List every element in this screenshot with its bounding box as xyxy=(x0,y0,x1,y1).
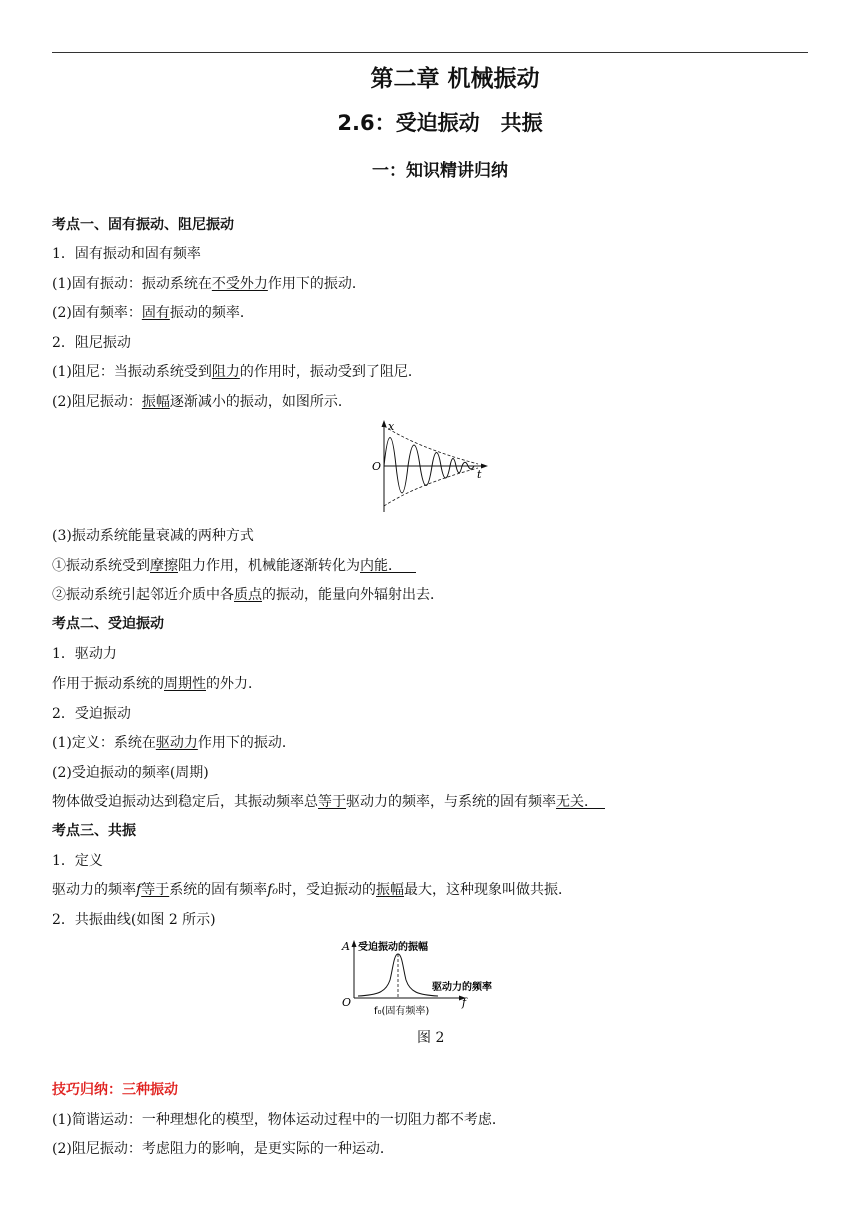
chapter-title: 第二章 机械振动 xyxy=(370,66,540,92)
tips-heading: 技巧归纳：三种振动 xyxy=(52,1082,178,1098)
topic2-item1: 1．驱动力 xyxy=(52,646,117,662)
tips-item1: (1)简谐运动：一种理想化的模型，物体运动过程中的一切阻力都不考虑． xyxy=(52,1112,506,1128)
resonance-curve-figure xyxy=(338,936,522,1020)
topic1-item2: 2．阻尼振动 xyxy=(52,335,131,351)
fig2-x-title: 驱动力的频率 xyxy=(432,982,492,993)
topic1-item1: 1．固有振动和固有频率 xyxy=(52,246,201,262)
top-rule xyxy=(52,52,808,53)
topic2-item2: 2．受迫振动 xyxy=(52,706,131,722)
topic1-item1-2: (2)固有频率：固有振动的频率． xyxy=(52,305,254,321)
topic2-item2-2: (2)受迫振动的频率(周期) xyxy=(52,765,209,781)
topic1-heading: 考点一、固有振动、阻尼振动 xyxy=(52,217,234,233)
topic2-item2-1: (1)定义：系统在驱动力作用下的振动． xyxy=(52,735,296,751)
fig2-x-label: f xyxy=(462,996,467,1009)
topic3-item1: 1．定义 xyxy=(52,853,103,869)
topic2-heading: 考点二、受迫振动 xyxy=(52,616,164,632)
topic3-item1-text: 驱动力的频率f等于系统的固有频率f₀时，受迫振动的振幅最大，这种现象叫做共振． xyxy=(52,882,572,898)
topic2-item1-text: 作用于振动系统的周期性的外力． xyxy=(52,676,262,692)
topic1-item3-1: ①振动系统受到摩擦阻力作用，机械能逐渐转化为内能． xyxy=(52,558,402,574)
topic1-item2-2: (2)阻尼振动：振幅逐渐减小的振动，如图所示． xyxy=(52,394,352,410)
topic3-item2: 2．共振曲线(如图 2 所示) xyxy=(52,912,216,928)
fig1-x-label: x xyxy=(388,420,395,433)
part-title: 一：知识精讲归纳 xyxy=(372,161,508,181)
tips-item2: (2)阻尼振动：考虑阻力的影响，是更实际的一种运动． xyxy=(52,1141,394,1157)
fig2-f0-label: f₀(固有频率) xyxy=(374,1006,430,1017)
topic1-item3-2: ②振动系统引起邻近介质中各质点的振动，能量向外辐射出去． xyxy=(52,587,444,603)
fig2-y-title: 受迫振动的振幅 xyxy=(358,942,428,953)
fig1-origin: O xyxy=(372,460,382,473)
damped-oscillation-figure xyxy=(368,418,492,516)
section-title: 2.6：受迫振动 共振 xyxy=(337,111,543,135)
topic3-heading: 考点三、共振 xyxy=(52,823,136,839)
fig1-t-label: t xyxy=(477,468,482,481)
fig2-origin: O xyxy=(342,996,352,1009)
fig2-y-label: A xyxy=(342,940,350,953)
topic1-item2-1: (1)阻尼：当振动系统受到阻力的作用时，振动受到了阻尼． xyxy=(52,364,422,380)
topic2-item2-2-text: 物体做受迫振动达到稳定后，其振动频率总等于驱动力的频率，与系统的固有频率无关． xyxy=(52,794,598,810)
figure-2-caption: 图 2 xyxy=(417,1030,445,1046)
topic1-item1-1: (1)固有振动：振动系统在不受外力作用下的振动． xyxy=(52,276,366,292)
topic1-item3: (3)振动系统能量衰减的两种方式 xyxy=(52,528,254,544)
